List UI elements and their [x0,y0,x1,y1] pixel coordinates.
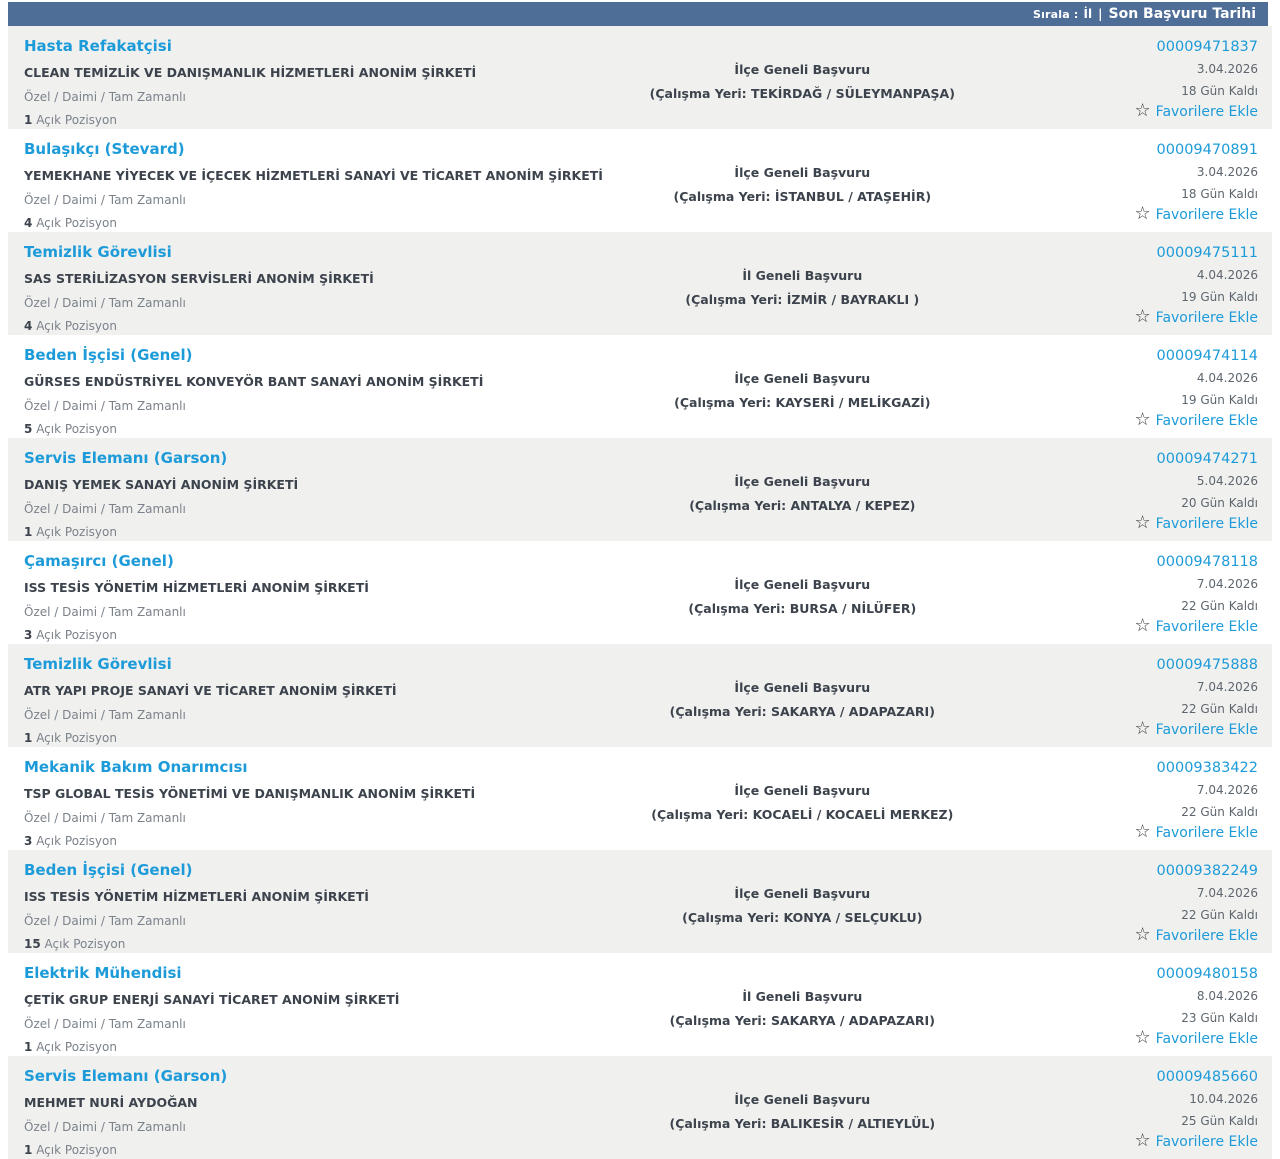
job-title-link[interactable]: Mekanik Bakım Onarımcısı [24,758,248,776]
job-open-positions-label: Açık Pozisyon [36,1040,117,1054]
job-row-right-column [1004,138,1258,232]
job-deadline-date: 7.04.2026 [1196,783,1258,797]
job-work-location: (Çalışma Yeri: İZMİR / BAYRAKLI ) [685,292,920,307]
job-type-text: Özel / Daimi / Tam Zamanlı [24,605,186,619]
job-company-name: CLEAN TEMİZLİK VE DANIŞMANLIK HİZMETLERİ ANONİM ŞİRKETİ [24,65,477,80]
job-number-link[interactable]: 00009382249 [1156,863,1258,879]
job-company-name: YEMEKHANE YİYECEK VE İÇECEK HİZMETLERİ SANAYİ VE TİCARET ANONİM ŞİRKETİ [24,168,603,183]
job-open-positions-count: 4 [24,216,33,230]
job-work-location: (Çalışma Yeri: BURSA / NİLÜFER) [688,601,917,616]
job-row [8,747,1272,850]
add-to-favorites-label: Favorilere Ekle [1155,825,1258,841]
star-icon: ☆ [1134,924,1151,945]
job-title-link[interactable]: Hasta Refakatçisi [24,37,172,55]
star-icon: ☆ [1134,203,1151,224]
job-open-positions-label: Açık Pozisyon [36,731,117,745]
job-type-text: Özel / Daimi / Tam Zamanlı [24,1017,186,1031]
job-type-text: Özel / Daimi / Tam Zamanlı [24,296,186,310]
job-row-center-column [601,35,1004,129]
job-days-remaining: 22 Gün Kaldı [1181,908,1258,922]
job-application-scope: İlçe Geneli Başvuru [734,371,871,386]
job-company-name: MEHMET NURİ AYDOĞAN [24,1095,198,1110]
job-work-location: (Çalışma Yeri: KONYA / SELÇUKLU) [682,910,923,925]
job-number-link[interactable]: 00009474271 [1156,451,1258,467]
job-work-location: (Çalışma Yeri: TEKİRDAĞ / SÜLEYMANPAŞA) [649,86,955,101]
job-title-link[interactable]: Servis Elemanı (Garson) [24,449,228,467]
job-work-location: (Çalışma Yeri: KAYSERİ / MELİKGAZİ) [674,395,931,410]
job-row-right-column [1004,962,1258,1056]
job-company-name: ISS TESİS YÖNETİM HİZMETLERİ ANONİM ŞİRKETİ [24,580,369,595]
job-row [8,26,1272,129]
job-open-positions-label: Açık Pozisyon [36,525,117,539]
job-row-right-column [1004,1065,1258,1159]
job-title-link[interactable]: Beden İşçisi (Genel) [24,346,193,364]
add-to-favorites-button[interactable] [1134,821,1258,842]
job-type-text: Özel / Daimi / Tam Zamanlı [24,1120,186,1134]
job-row-center-column [601,138,1004,232]
job-type-text: Özel / Daimi / Tam Zamanlı [24,811,186,825]
add-to-favorites-button[interactable] [1134,924,1258,945]
job-row [8,1056,1272,1159]
job-row-center-column [601,1065,1004,1159]
job-company-name: TSP GLOBAL TESİS YÖNETİMİ VE DANIŞMANLIK ANONİM ŞİRKETİ [24,786,476,801]
job-row [8,953,1272,1056]
add-to-favorites-label: Favorilere Ekle [1155,1031,1258,1047]
job-row-center-column [601,447,1004,541]
job-open-positions-count: 5 [24,422,33,436]
job-title-link[interactable]: Servis Elemanı (Garson) [24,1067,228,1085]
job-company-name: GÜRSES ENDÜSTRİYEL KONVEYÖR BANT SANAYİ ANONİM ŞİRKETİ [24,374,484,389]
sort-option-il[interactable]: İl [1083,7,1093,21]
job-work-location: (Çalışma Yeri: İSTANBUL / ATAŞEHİR) [673,189,932,204]
job-open-positions-count: 1 [24,731,33,745]
add-to-favorites-button[interactable] [1134,100,1258,121]
job-open-positions [24,937,601,951]
job-row [8,129,1272,232]
star-icon: ☆ [1134,409,1151,430]
job-deadline-date: 7.04.2026 [1196,886,1258,900]
job-row-left-column [18,756,601,850]
job-row-right-column [1004,241,1258,335]
add-to-favorites-button[interactable] [1134,615,1258,636]
job-row-left-column [18,344,601,438]
job-days-remaining: 19 Gün Kaldı [1181,393,1258,407]
job-open-positions [24,216,601,230]
job-days-remaining: 18 Gün Kaldı [1181,84,1258,98]
job-work-location: (Çalışma Yeri: ANTALYA / KEPEZ) [689,498,916,513]
job-row-left-column [18,447,601,541]
job-open-positions [24,731,601,745]
job-row-left-column [18,859,601,953]
job-number-link[interactable]: 00009383422 [1156,760,1258,776]
job-open-positions-count: 15 [24,937,41,951]
job-row-left-column [18,241,601,335]
job-row-center-column [601,653,1004,747]
job-row [8,644,1272,747]
job-row-center-column [601,859,1004,953]
job-title-link[interactable]: Temizlik Görevlisi [24,655,172,673]
job-application-scope: İlçe Geneli Başvuru [734,886,871,901]
add-to-favorites-label: Favorilere Ekle [1155,413,1258,429]
job-row [8,541,1272,644]
job-number-link[interactable]: 00009478118 [1156,554,1258,570]
job-type-text: Özel / Daimi / Tam Zamanlı [24,502,186,516]
job-company-name: DANIŞ YEMEK SANAYİ ANONİM ŞİRKETİ [24,477,299,492]
job-days-remaining: 18 Gün Kaldı [1181,187,1258,201]
job-days-remaining: 22 Gün Kaldı [1181,599,1258,613]
add-to-favorites-button[interactable] [1134,512,1258,533]
job-open-positions-count: 1 [24,1143,33,1157]
job-application-scope: İlçe Geneli Başvuru [734,783,871,798]
job-application-scope: İlçe Geneli Başvuru [734,680,871,695]
job-row-left-column [18,653,601,747]
job-list [8,26,1272,1159]
job-row-center-column [601,344,1004,438]
job-open-positions-count: 1 [24,1040,33,1054]
job-deadline-date: 8.04.2026 [1196,989,1258,1003]
star-icon: ☆ [1134,1027,1151,1048]
sort-label: Sırala : [1032,7,1079,21]
job-number-link[interactable]: 00009480158 [1156,966,1258,982]
job-type-text: Özel / Daimi / Tam Zamanlı [24,399,186,413]
add-to-favorites-label: Favorilere Ekle [1155,516,1258,532]
job-open-positions [24,628,601,642]
job-row-left-column [18,1065,601,1159]
add-to-favorites-label: Favorilere Ekle [1155,207,1258,223]
star-icon: ☆ [1134,512,1151,533]
job-row-right-column [1004,756,1258,850]
star-icon: ☆ [1134,1130,1151,1151]
job-row-left-column [18,962,601,1056]
job-number-link[interactable]: 00009475111 [1156,245,1258,261]
add-to-favorites-button[interactable] [1134,203,1258,224]
job-open-positions [24,1143,601,1157]
star-icon: ☆ [1134,306,1151,327]
job-open-positions-count: 4 [24,319,33,333]
star-icon: ☆ [1134,821,1151,842]
job-row-center-column [601,241,1004,335]
add-to-favorites-button[interactable] [1134,718,1258,739]
add-to-favorites-label: Favorilere Ekle [1155,310,1258,326]
job-row-right-column [1004,550,1258,644]
star-icon: ☆ [1134,615,1151,636]
job-open-positions-label: Açık Pozisyon [36,1143,117,1157]
job-row [8,438,1272,541]
job-company-name: ATR YAPI PROJE SANAYİ VE TİCARET ANONİM ŞİRKETİ [24,683,397,698]
job-number-link[interactable]: 00009475888 [1156,657,1258,673]
job-open-positions-label: Açık Pozisyon [36,319,117,333]
job-open-positions [24,113,601,127]
job-title-link[interactable]: Beden İşçisi (Genel) [24,861,193,879]
job-type-text: Özel / Daimi / Tam Zamanlı [24,90,186,104]
job-row [8,335,1272,438]
job-open-positions [24,834,601,848]
job-number-link[interactable]: 00009470891 [1156,142,1258,158]
job-open-positions-label: Açık Pozisyon [36,216,117,230]
job-title-link[interactable]: Temizlik Görevlisi [24,243,172,261]
job-application-scope: İlçe Geneli Başvuru [734,577,871,592]
add-to-favorites-button[interactable] [1134,306,1258,327]
add-to-favorites-label: Favorilere Ekle [1155,619,1258,635]
job-company-name: ISS TESİS YÖNETİM HİZMETLERİ ANONİM ŞİRKETİ [24,889,369,904]
add-to-favorites-label: Favorilere Ekle [1155,928,1258,944]
star-icon: ☆ [1134,718,1151,739]
job-days-remaining: 20 Gün Kaldı [1181,496,1258,510]
job-open-positions [24,319,601,333]
job-title-link[interactable]: Çamaşırcı (Genel) [24,552,174,570]
job-company-name: SAS STERİLİZASYON SERVİSLERİ ANONİM ŞİRKETİ [24,271,374,286]
job-deadline-date: 5.04.2026 [1196,474,1258,488]
job-application-scope: İlçe Geneli Başvuru [734,62,871,77]
job-open-positions [24,1040,601,1054]
sort-bar [8,2,1268,26]
job-deadline-date: 10.04.2026 [1189,1092,1258,1106]
job-deadline-date: 7.04.2026 [1196,680,1258,694]
job-days-remaining: 19 Gün Kaldı [1181,290,1258,304]
job-days-remaining: 22 Gün Kaldı [1181,805,1258,819]
job-open-positions [24,525,601,539]
job-application-scope: İlçe Geneli Başvuru [734,165,871,180]
job-open-positions-label: Açık Pozisyon [36,628,117,642]
job-open-positions-label: Açık Pozisyon [36,422,117,436]
job-row-right-column [1004,344,1258,438]
job-open-positions-label: Açık Pozisyon [44,937,126,951]
job-row-left-column [18,550,601,644]
job-row-center-column [601,550,1004,644]
star-icon: ☆ [1134,100,1151,121]
job-number-link[interactable]: 00009471837 [1156,39,1258,55]
add-to-favorites-label: Favorilere Ekle [1155,1134,1258,1150]
job-row-left-column [18,138,601,232]
job-open-positions-count: 1 [24,113,33,127]
job-title-link[interactable]: Elektrik Mühendisi [24,964,182,982]
job-work-location: (Çalışma Yeri: KOCAELİ / KOCAELİ MERKEZ) [651,807,954,822]
job-work-location: (Çalışma Yeri: BALIKESİR / ALTIEYLÜL) [669,1116,936,1131]
sort-option-son-basvuru-tarihi[interactable]: Son Başvuru Tarihi [1108,6,1256,22]
add-to-favorites-button[interactable] [1134,1027,1258,1048]
job-type-text: Özel / Daimi / Tam Zamanlı [24,914,186,928]
job-deadline-date: 3.04.2026 [1196,165,1258,179]
add-to-favorites-label: Favorilere Ekle [1155,104,1258,120]
job-deadline-date: 4.04.2026 [1196,371,1258,385]
job-number-link[interactable]: 00009474114 [1156,348,1258,364]
job-row-left-column [18,35,601,129]
job-open-positions [24,422,601,436]
job-deadline-date: 3.04.2026 [1196,62,1258,76]
job-days-remaining: 23 Gün Kaldı [1181,1011,1258,1025]
job-type-text: Özel / Daimi / Tam Zamanlı [24,193,186,207]
job-row-center-column [601,756,1004,850]
job-row-right-column [1004,859,1258,953]
job-open-positions-label: Açık Pozisyon [36,834,117,848]
job-open-positions-count: 3 [24,628,33,642]
add-to-favorites-label: Favorilere Ekle [1155,722,1258,738]
job-days-remaining: 22 Gün Kaldı [1181,702,1258,716]
job-title-link[interactable]: Bulaşıkçı (Stevard) [24,140,185,158]
job-row [8,850,1272,953]
job-application-scope: İlçe Geneli Başvuru [734,1092,871,1107]
job-row-right-column [1004,35,1258,129]
job-days-remaining: 25 Gün Kaldı [1181,1114,1258,1128]
job-work-location: (Çalışma Yeri: SAKARYA / ADAPAZARI) [669,704,935,719]
job-application-scope: İl Geneli Başvuru [742,268,863,283]
job-row-right-column [1004,447,1258,541]
job-open-positions-label: Açık Pozisyon [36,113,117,127]
job-application-scope: İl Geneli Başvuru [742,989,863,1004]
job-row [8,232,1272,335]
job-application-scope: İlçe Geneli Başvuru [734,474,871,489]
add-to-favorites-button[interactable] [1134,1130,1258,1151]
job-number-link[interactable]: 00009485660 [1156,1069,1258,1085]
add-to-favorites-button[interactable] [1134,409,1258,430]
sort-separator: | [1098,7,1103,21]
job-open-positions-count: 1 [24,525,33,539]
job-work-location: (Çalışma Yeri: SAKARYA / ADAPAZARI) [669,1013,935,1028]
job-type-text: Özel / Daimi / Tam Zamanlı [24,708,186,722]
job-company-name: ÇETİK GRUP ENERJİ SANAYİ TİCARET ANONİM ŞİRKETİ [24,992,400,1007]
job-row-center-column [601,962,1004,1056]
job-deadline-date: 7.04.2026 [1196,577,1258,591]
job-open-positions-count: 3 [24,834,33,848]
job-row-right-column [1004,653,1258,747]
job-deadline-date: 4.04.2026 [1196,268,1258,282]
